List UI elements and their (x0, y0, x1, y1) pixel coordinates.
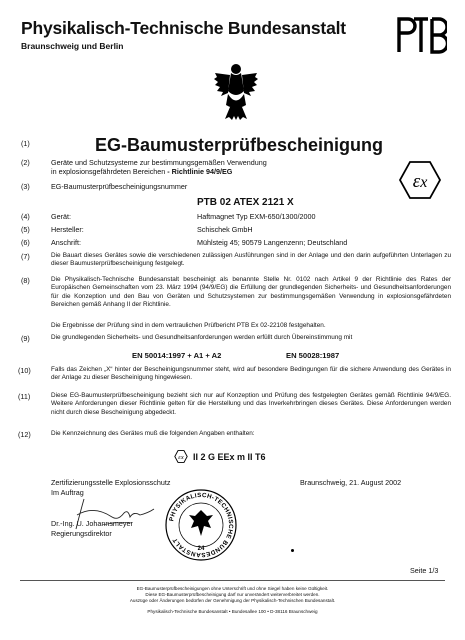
svg-text:εx: εx (412, 171, 428, 192)
item-number: (8) (21, 276, 30, 285)
paragraph-7: Die Bauart dieses Gerätes sowie die verschiedenen zulässigen Ausführungen sind in der Anlage und den darin aufgeführten Unterlagen zu dieser Baumusterprüfbescheinigung festgelegt. (51, 252, 451, 268)
seal-text: PHYSIKALISCH-TECHNISCHE BUNDESANSTALT (168, 491, 235, 559)
certificate-number: PTB 02 ATEX 2121 X (197, 197, 294, 208)
item-number: (11) (18, 392, 31, 401)
footer-address: Physikalisch-Technische Bundesanstalt • Bundesallee 100 • D-38116 Braunschweig (147, 609, 318, 614)
footer-line: EG-Baumusterprüfbescheinigungen ohne Unterschrift und ohne Siegel haben keine Gültigkeit. (136, 586, 329, 591)
paragraph-11: Diese EG-Baumusterprüfbescheinigung bezieht sich nur auf Konzeption und Prüfung des festgelegten Gerätes gemäß Richtlinie 94/9/EG. Weitere Anforderungen dieser Richtlinie gelten für die Herstellung und das Inverkehrbringen dieses Gerätes. Diese Anforderungen werden nicht durch diese Bescheinigung abgedeckt. (51, 392, 451, 416)
directive-ref: - Richtlinie 94/9/EG (167, 167, 233, 176)
place-date: Braunschweig, 21. August 2002 (300, 478, 402, 487)
cert-number-label: EG-Baumusterprüfbescheinigungsnummer (51, 182, 188, 191)
footer-divider (20, 580, 445, 581)
standard-2: EN 50028:1987 (286, 351, 340, 360)
dot-mark (291, 549, 294, 552)
item-number: (9) (21, 334, 30, 343)
item-number: (1) (21, 139, 30, 148)
field-value: Haftmagnet Typ EXM-650/1300/2000 (197, 212, 316, 221)
page-subtitle: Braunschweig und Berlin (21, 41, 124, 51)
official-seal (164, 488, 238, 562)
field-label: Gerät: (51, 212, 71, 221)
ex-small-icon (174, 450, 188, 463)
item-number: (10) (18, 366, 31, 375)
ptb-logo-icon (395, 14, 447, 54)
paragraph-12: Die Kennzeichnung des Gerätes muß die folgenden Angaben enthalten: (51, 430, 255, 437)
item-number: (2) (21, 158, 30, 167)
field-value: Schischek GmbH (197, 225, 253, 234)
item-number: (4) (21, 212, 30, 221)
directive-text: in explosionsgefährdeten Bereichen (51, 167, 166, 176)
paragraph-8b: Die Ergebnisse der Prüfung sind in dem vertraulichen Prüfbericht PTB Ex 02-22108 festgehalten. (51, 322, 326, 329)
item-number: (3) (21, 182, 30, 191)
item-number: (7) (21, 252, 30, 261)
footer-line: Diese EG-Baumusterprüfbescheinigung darf nur unverändert weiterverbreitet werden. (145, 592, 320, 597)
federal-eagle-icon (213, 61, 259, 121)
paragraph-8: Die Physikalisch-Technische Bundesanstalt bescheinigt als benannte Stelle Nr. 0102 nach Artikel 9 der Richtlinie des Rates der Europäischen Gemeinschaften vom 23. März 1994 (94/9/EG) die Erfüllung der grundlegenden Sicherheits- und Gesundheitsanforderungen für die Konzeption und den Bau von Geräten und Schutzsystemen zur bestimmungsgemäßen Verwendung in explosionsgefährdeten Bereichen gemäß Anhang II der Richtlinie. (51, 276, 451, 308)
handwritten-signature (72, 495, 167, 531)
on-behalf: Im Auftrag (51, 488, 84, 497)
field-label: Hersteller: (51, 225, 84, 234)
paragraph-9: Die grundlegenden Sicherheits- und Gesundheitsanforderungen werden erfüllt durch Übereinstimmung mit (51, 334, 353, 341)
page-title: Physikalisch-Technische Bundesanstalt (21, 18, 346, 38)
svg-text:εx: εx (178, 454, 184, 461)
certification-body: Zertifizierungsstelle Explosionsschutz (51, 478, 171, 487)
signatory-title: Regierungsdirektor (51, 529, 112, 538)
item-number: (5) (21, 225, 30, 234)
paragraph-10: Falls das Zeichen „X“ hinter der Bescheinigungsnummer steht, wird auf besondere Bedingungen für die sichere Anwendung des Gerätes in der Anlage zu dieser Bescheinigung hingewiesen. (51, 366, 451, 382)
page-number: Seite 1/3 (410, 566, 439, 575)
item-number: (6) (21, 238, 30, 247)
field-label: Anschrift: (51, 238, 81, 247)
seal-number: 24 (197, 546, 205, 552)
signatory-name: Dr.-Ing. U. Johannsmeyer (51, 519, 133, 528)
standard-1: EN 50014:1997 + A1 + A2 (132, 351, 222, 360)
equipment-marking: II 2 G EEx m II T6 (193, 452, 266, 462)
directive-line: Geräte und Schutzsysteme zur bestimmungsgemäßen Verwendung (51, 158, 267, 167)
directive-line (51, 167, 232, 176)
ex-hexagon-icon (398, 160, 442, 200)
field-value: Mühlsteig 45; 90579 Langenzenn; Deutschland (197, 238, 348, 247)
footer-line: Auszüge oder Änderungen bedürfen der Genehmigung der Physikalisch-Technischen Bundesanstalt. (129, 598, 336, 603)
item-number: (12) (18, 430, 31, 439)
certificate-heading: EG-Baumusterprüfbescheinigung (95, 135, 384, 155)
